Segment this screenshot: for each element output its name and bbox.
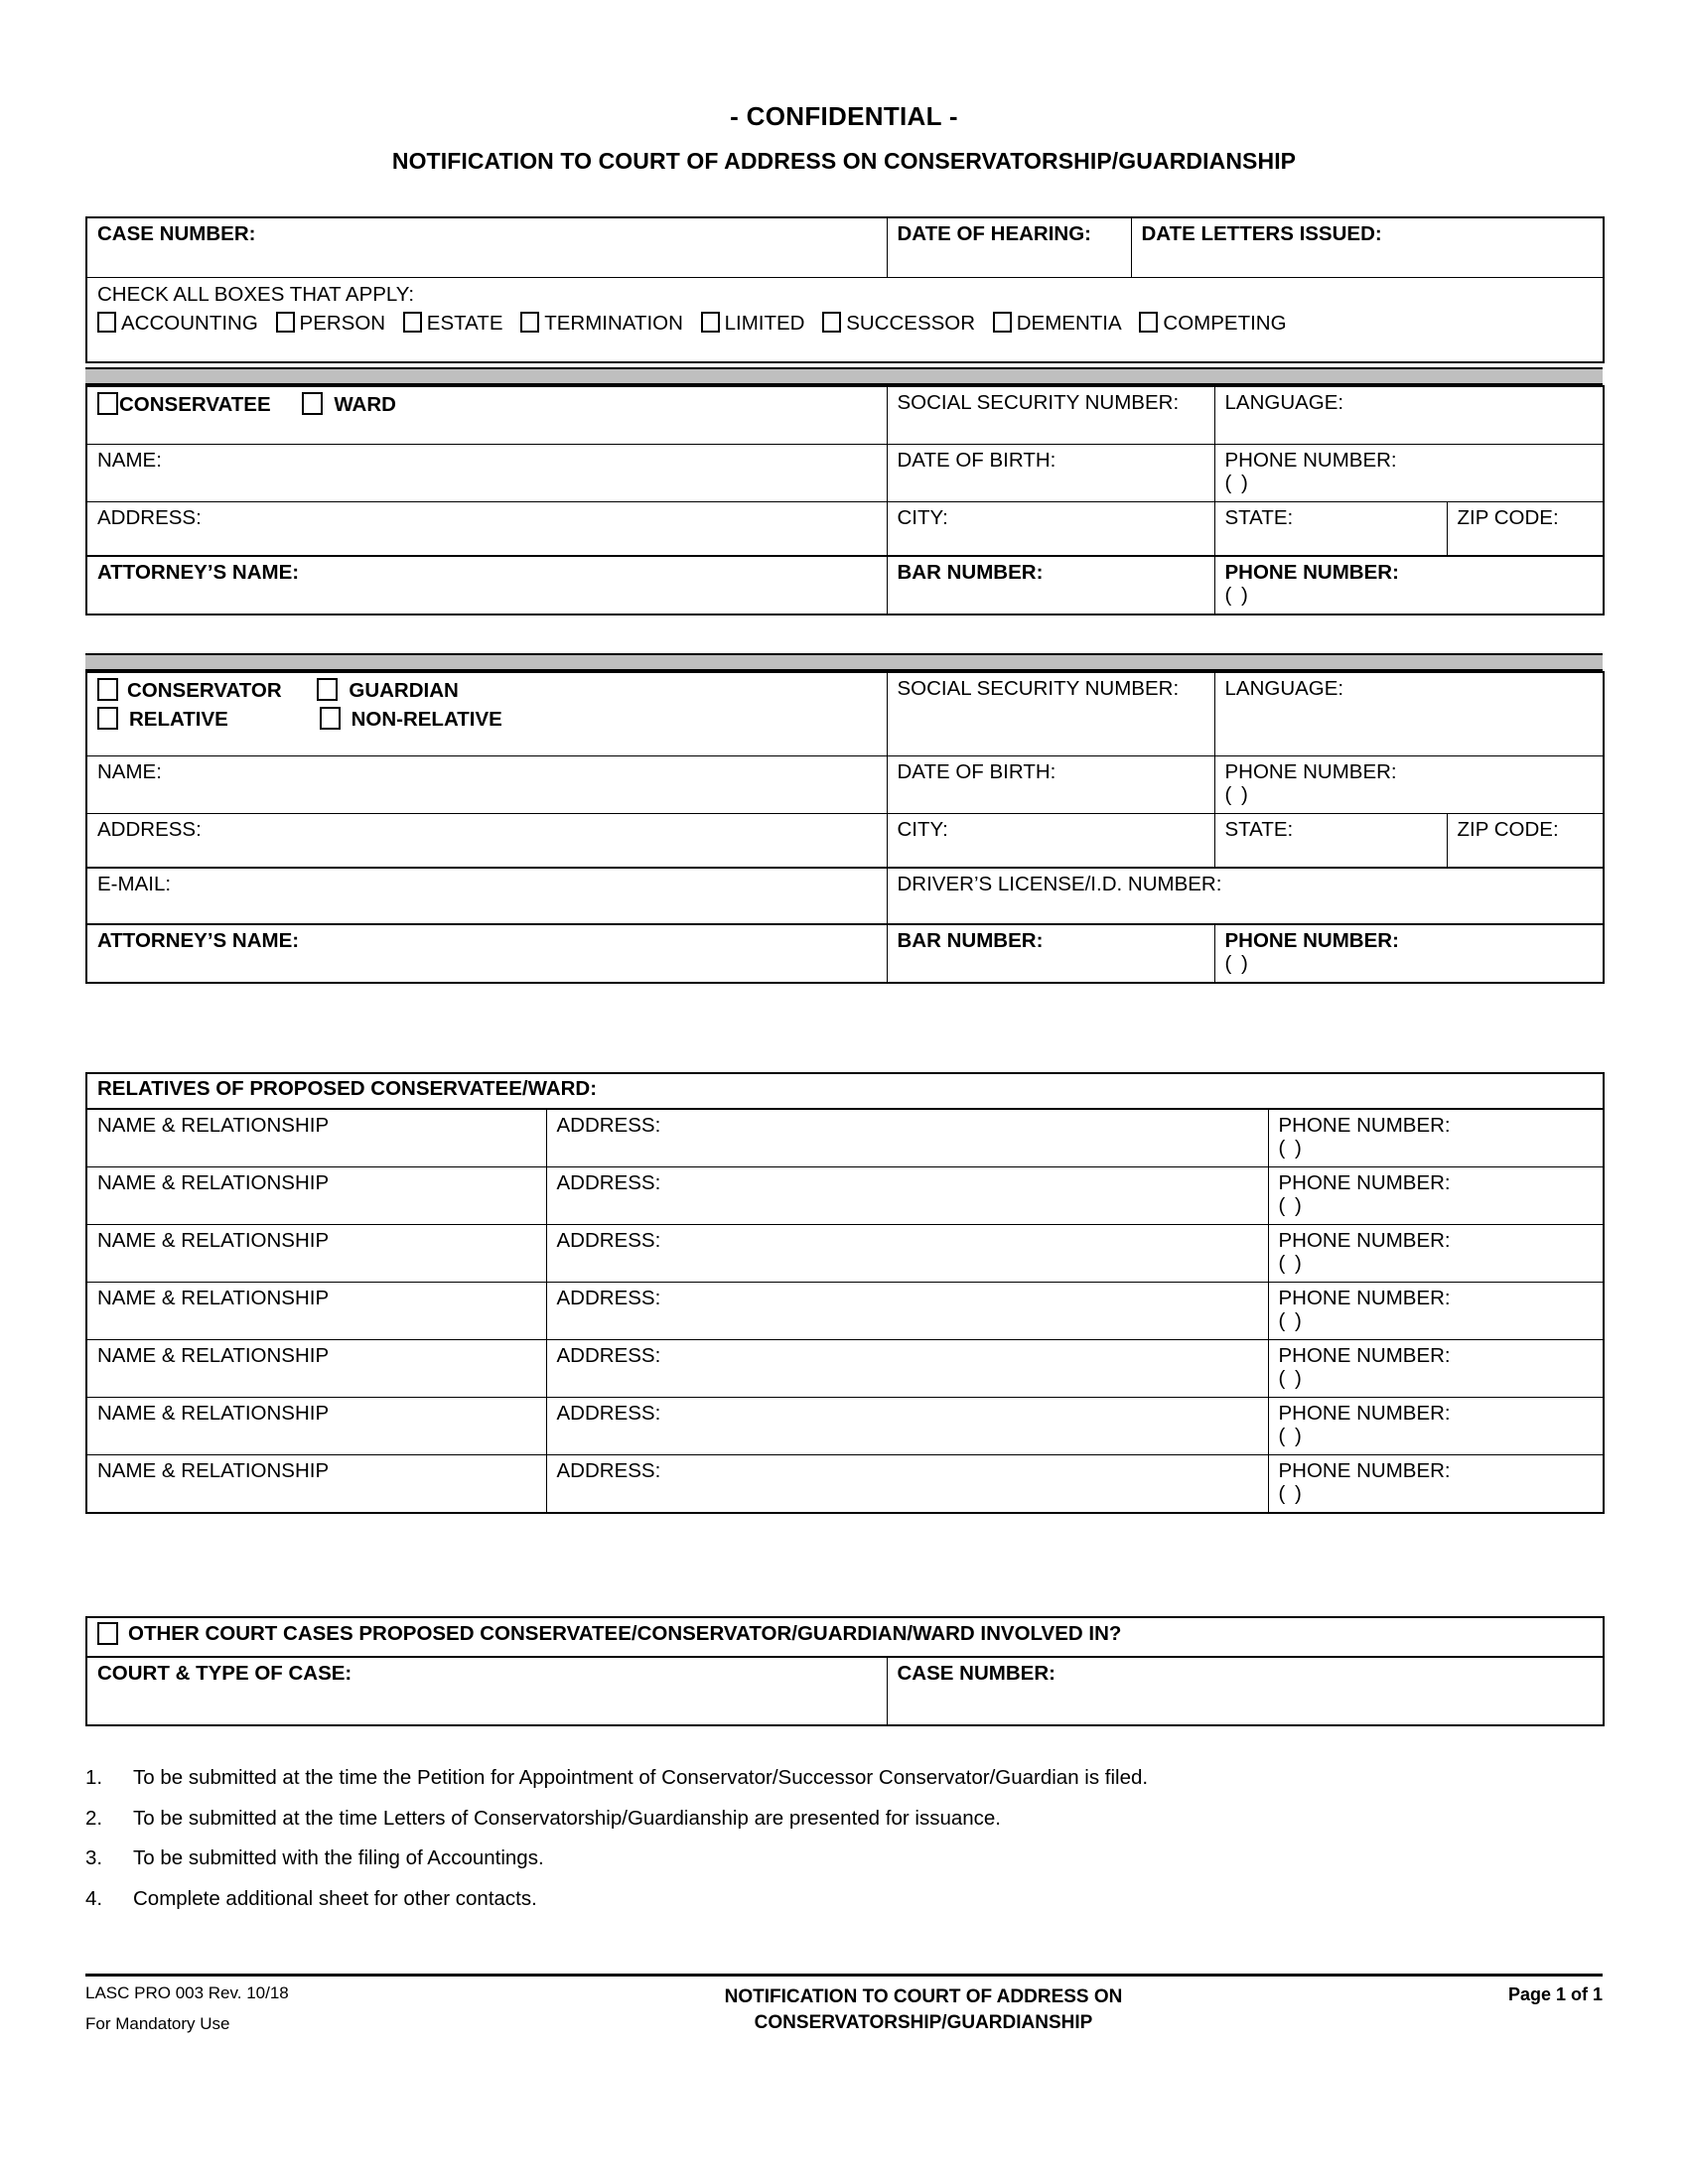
checkbox-icon[interactable]	[993, 312, 1012, 333]
date-letters-issued-cell[interactable]	[1131, 217, 1604, 278]
table-row	[86, 1109, 1604, 1167]
conservator-drivers-license-cell[interactable]	[887, 868, 1604, 924]
checkbox-icon[interactable]	[97, 1622, 118, 1645]
conservator-state-label: STATE:	[1224, 818, 1294, 841]
date-letters-issued-label: DATE LETTERS ISSUED:	[1141, 222, 1382, 245]
conservatee-type-cell	[86, 386, 887, 445]
relatives-heading-cell	[86, 1073, 1604, 1109]
relatives-table	[85, 1072, 1605, 1514]
check-all-row	[86, 278, 1604, 363]
conservatee-type-options	[97, 393, 408, 416]
relative-phone-label: PHONE NUMBER:	[1278, 1344, 1451, 1367]
conservator-bar-number-label: BAR NUMBER:	[897, 929, 1044, 952]
relative-phone-cell[interactable]	[1268, 1455, 1604, 1514]
checkbox-option-person[interactable]	[276, 312, 386, 336]
footer-title-line2: CONSERVATORSHIP/GUARDIANSHIP	[754, 2011, 1093, 2033]
checkbox-option-successor[interactable]	[822, 312, 975, 336]
conservatee-language-cell[interactable]	[1214, 386, 1604, 445]
note-text: To be submitted with the filing of Accountings.	[133, 1846, 544, 1869]
conservator-state-cell[interactable]	[1214, 814, 1447, 869]
table-row	[86, 1167, 1604, 1225]
checkbox-icon[interactable]	[822, 312, 841, 333]
conservatee-state-label: STATE:	[1224, 506, 1294, 529]
relatives-heading: RELATIVES OF PROPOSED CONSERVATEE/WARD:	[97, 1077, 598, 1100]
other-cases-question: OTHER COURT CASES PROPOSED CONSERVATEE/CONSERVATOR/GUARDIAN/WARD INVOLVED IN?	[128, 1622, 1122, 1645]
checkbox-option-guardian[interactable]	[317, 678, 458, 703]
phone-mask: ( )	[1278, 1424, 1304, 1447]
footer-title	[502, 1984, 1344, 2035]
table-row	[86, 1283, 1604, 1340]
conservatee-attorney-row	[86, 556, 1604, 614]
relative-name-label: NAME & RELATIONSHIP	[97, 1459, 330, 1482]
relative-address-label: ADDRESS:	[556, 1114, 661, 1137]
case-header-table	[85, 216, 1605, 363]
relative-name-label: NAME & RELATIONSHIP	[97, 1171, 330, 1194]
list-item	[85, 1886, 1575, 1910]
conservatee-zip-label: ZIP CODE:	[1457, 506, 1559, 529]
conservatee-address-label: ADDRESS:	[97, 506, 202, 529]
phone-mask: ( )	[1224, 951, 1250, 975]
conservator-attorney-phone-cell[interactable]	[1214, 924, 1604, 983]
relative-phone-label: PHONE NUMBER:	[1278, 1171, 1451, 1194]
checkbox-label: ESTATE	[426, 311, 503, 335]
checkbox-icon[interactable]	[403, 312, 422, 333]
conservatee-name-label: NAME:	[97, 449, 162, 472]
relative-name-label: NAME & RELATIONSHIP	[97, 1229, 330, 1252]
note-number: 1.	[85, 1766, 103, 1789]
relative-name-cell[interactable]	[86, 1455, 546, 1514]
conservator-name-row	[86, 756, 1604, 814]
case-number-cell[interactable]	[86, 217, 887, 278]
checkbox-icon[interactable]	[520, 312, 539, 333]
conservatee-attorney-name-label: ATTORNEY’S NAME:	[97, 561, 300, 584]
checkbox-icon[interactable]	[97, 707, 118, 730]
conservator-drivers-license-label: DRIVER’S LICENSE/I.D. NUMBER:	[897, 873, 1222, 895]
conservatee-attorney-phone-label: PHONE NUMBER:	[1224, 561, 1399, 584]
case-number-row	[86, 217, 1604, 278]
relative-address-cell[interactable]	[546, 1109, 1268, 1167]
checkbox-option-conservatee[interactable]	[97, 392, 271, 417]
conservator-email-row	[86, 868, 1604, 924]
phone-mask: ( )	[1224, 583, 1250, 607]
checkbox-icon[interactable]	[97, 312, 116, 333]
section-divider-band-conservatee	[85, 367, 1603, 385]
relative-name-cell[interactable]	[86, 1225, 546, 1283]
conservator-city-label: CITY:	[897, 818, 948, 841]
relative-address-label: ADDRESS:	[556, 1459, 661, 1482]
checkbox-option-competing[interactable]	[1139, 312, 1286, 336]
relative-phone-label: PHONE NUMBER:	[1278, 1287, 1451, 1309]
other-cases-fields-row	[86, 1657, 1604, 1725]
conservator-type-row	[86, 672, 1604, 756]
relative-address-label: ADDRESS:	[556, 1171, 661, 1194]
checkbox-option-limited[interactable]	[701, 312, 805, 336]
list-item	[85, 1768, 1575, 1789]
relative-name-cell[interactable]	[86, 1340, 546, 1398]
date-of-hearing-cell[interactable]	[887, 217, 1131, 278]
phone-mask: ( )	[1224, 471, 1250, 494]
relative-name-label: NAME & RELATIONSHIP	[97, 1402, 330, 1425]
note-text: To be submitted at the time the Petition for Appointment of Conservator/Successor Conservator/Guardian is filed.	[133, 1766, 1149, 1789]
checkbox-option-conservator[interactable]	[97, 678, 282, 703]
conservatee-language-label: LANGUAGE:	[1224, 391, 1344, 414]
instruction-notes	[85, 1768, 1575, 1929]
other-case-number-cell[interactable]	[887, 1657, 1604, 1725]
relative-address-label: ADDRESS:	[556, 1287, 661, 1309]
conservator-language-label: LANGUAGE:	[1224, 677, 1344, 700]
relative-phone-cell[interactable]	[1268, 1109, 1604, 1167]
conservator-phone-cell[interactable]	[1214, 756, 1604, 814]
conservator-language-cell[interactable]	[1214, 672, 1604, 756]
relative-phone-label: PHONE NUMBER:	[1278, 1114, 1451, 1137]
conservatee-dob-label: DATE OF BIRTH:	[897, 449, 1056, 472]
page-title: NOTIFICATION TO COURT OF ADDRESS ON CONSERVATORSHIP/GUARDIANSHIP	[391, 148, 1297, 174]
conservatee-city-cell[interactable]	[887, 502, 1214, 557]
relative-address-cell[interactable]	[546, 1340, 1268, 1398]
table-row	[86, 1225, 1604, 1283]
checkbox-option-non-relative[interactable]	[320, 707, 502, 732]
phone-mask: ( )	[1278, 1193, 1304, 1217]
checkbox-icon[interactable]	[1139, 312, 1158, 333]
table-row	[86, 1398, 1604, 1455]
phone-mask: ( )	[1278, 1136, 1304, 1160]
footer-page-number: Page 1 of 1	[1507, 1984, 1603, 2004]
relative-phone-label: PHONE NUMBER:	[1278, 1229, 1451, 1252]
conservator-table	[85, 671, 1605, 984]
conservator-email-label: E-MAIL:	[97, 873, 172, 895]
relatives-rows	[86, 1109, 1604, 1513]
conservator-attorney-name-cell[interactable]	[86, 924, 887, 983]
conservator-ssn-cell[interactable]	[887, 672, 1214, 756]
checkbox-icon[interactable]	[320, 707, 341, 730]
note-text: To be submitted at the time Letters of Conservatorship/Guardianship are presented for issuance.	[133, 1806, 1002, 1830]
conservator-dob-cell[interactable]	[887, 756, 1214, 814]
relative-address-label: ADDRESS:	[556, 1229, 661, 1252]
note-number: 2.	[85, 1806, 103, 1830]
checkbox-icon[interactable]	[302, 392, 323, 415]
relative-name-label: NAME & RELATIONSHIP	[97, 1287, 330, 1309]
page-footer	[85, 1984, 1603, 2035]
conservatee-phone-cell[interactable]	[1214, 445, 1604, 502]
conservatee-address-row	[86, 502, 1604, 557]
conservator-address-row	[86, 814, 1604, 869]
relatives-heading-row	[86, 1073, 1604, 1109]
conservatee-ssn-label: SOCIAL SECURITY NUMBER:	[897, 391, 1180, 414]
conservator-attorney-row	[86, 924, 1604, 983]
conservatee-phone-label: PHONE NUMBER:	[1224, 449, 1397, 472]
conservatee-attorney-phone-cell[interactable]	[1214, 556, 1604, 614]
conservator-ssn-label: SOCIAL SECURITY NUMBER:	[897, 677, 1180, 700]
relative-name-label: NAME & RELATIONSHIP	[97, 1114, 330, 1137]
court-type-of-case-label: COURT & TYPE OF CASE:	[97, 1662, 352, 1685]
table-row	[86, 1455, 1604, 1514]
relative-name-label: NAME & RELATIONSHIP	[97, 1344, 330, 1367]
conservatee-type-row	[86, 386, 1604, 445]
note-number: 4.	[85, 1886, 103, 1910]
relative-phone-cell[interactable]	[1268, 1340, 1604, 1398]
phone-mask: ( )	[1224, 782, 1250, 806]
checkbox-icon[interactable]	[97, 392, 118, 415]
checkbox-option-dementia[interactable]	[993, 312, 1122, 336]
checkbox-label: PERSON	[299, 311, 386, 335]
conservator-type-cell	[86, 672, 887, 756]
checkbox-option-estate[interactable]	[403, 312, 503, 336]
confidential-label: - CONFIDENTIAL -	[730, 101, 958, 131]
relative-address-cell[interactable]	[546, 1283, 1268, 1340]
other-cases-question-cell	[86, 1617, 1604, 1657]
conservator-attorney-name-label: ATTORNEY’S NAME:	[97, 929, 300, 952]
conservatee-table	[85, 385, 1605, 615]
checkbox-option-termination[interactable]	[520, 312, 683, 336]
relative-name-cell[interactable]	[86, 1167, 546, 1225]
other-cases-question-row	[86, 1617, 1604, 1657]
relative-phone-label: PHONE NUMBER:	[1278, 1459, 1451, 1482]
checkbox-icon[interactable]	[276, 312, 295, 333]
list-item	[85, 1848, 1575, 1869]
conservator-address-cell[interactable]	[86, 814, 887, 869]
conservator-zip-cell[interactable]	[1447, 814, 1604, 869]
checkbox-label: SUCCESSOR	[846, 311, 976, 335]
conservator-email-cell[interactable]	[86, 868, 887, 924]
conservatee-dob-cell[interactable]	[887, 445, 1214, 502]
relative-address-label: ADDRESS:	[556, 1344, 661, 1367]
note-number: 3.	[85, 1846, 103, 1869]
conservator-zip-label: ZIP CODE:	[1457, 818, 1559, 841]
conservator-phone-label: PHONE NUMBER:	[1224, 760, 1397, 783]
conservator-attorney-phone-label: PHONE NUMBER:	[1224, 929, 1399, 952]
section-divider-band-conservator	[85, 653, 1603, 671]
conservatee-state-cell[interactable]	[1214, 502, 1447, 557]
checkbox-icon[interactable]	[701, 312, 720, 333]
conservator-name-cell[interactable]	[86, 756, 887, 814]
conservatee-name-cell[interactable]	[86, 445, 887, 502]
checkbox-label: GUARDIAN	[349, 679, 459, 702]
list-item	[85, 1806, 1575, 1830]
other-cases-table	[85, 1616, 1605, 1726]
conservatee-attorney-name-cell[interactable]	[86, 556, 887, 614]
conservatee-bar-number-label: BAR NUMBER:	[897, 561, 1044, 584]
relative-address-cell[interactable]	[546, 1455, 1268, 1514]
checkbox-option-relative[interactable]	[97, 707, 228, 732]
conservator-address-label: ADDRESS:	[97, 818, 202, 841]
checkbox-option-accounting[interactable]	[97, 312, 258, 336]
checkbox-label: DEMENTIA	[1016, 311, 1122, 335]
checkbox-label: LIMITED	[724, 311, 805, 335]
conservator-bar-number-cell[interactable]	[887, 924, 1214, 983]
footer-form-info	[85, 1984, 502, 2032]
conservatee-name-row	[86, 445, 1604, 502]
checkbox-label: CONSERVATEE	[119, 393, 271, 416]
relative-phone-label: PHONE NUMBER:	[1278, 1402, 1451, 1425]
check-all-prompt: CHECK ALL BOXES THAT APPLY:	[97, 283, 415, 306]
checkbox-label: TERMINATION	[544, 311, 683, 335]
note-text: Complete additional sheet for other contacts.	[133, 1886, 537, 1910]
conservator-name-label: NAME:	[97, 760, 162, 783]
conservatee-bar-number-cell[interactable]	[887, 556, 1214, 614]
relative-name-cell[interactable]	[86, 1283, 546, 1340]
relative-phone-cell[interactable]	[1268, 1167, 1604, 1225]
page-title-block	[0, 103, 1688, 173]
checkbox-label: RELATIVE	[129, 707, 228, 731]
check-all-cell	[86, 278, 1604, 363]
relative-phone-cell[interactable]	[1268, 1225, 1604, 1283]
relative-name-cell[interactable]	[86, 1109, 546, 1167]
phone-mask: ( )	[1278, 1251, 1304, 1275]
conservator-type-row1	[97, 678, 887, 703]
relative-address-label: ADDRESS:	[556, 1402, 661, 1425]
date-of-hearing-label: DATE OF HEARING:	[897, 222, 1092, 245]
relative-address-cell[interactable]	[546, 1398, 1268, 1455]
conservator-city-cell[interactable]	[887, 814, 1214, 869]
checkbox-label: NON-RELATIVE	[351, 707, 502, 731]
phone-mask: ( )	[1278, 1481, 1304, 1505]
footer-divider	[85, 1974, 1603, 1977]
relative-address-cell[interactable]	[546, 1225, 1268, 1283]
footer-mandatory-use: For Mandatory Use	[85, 2014, 230, 2033]
footer-form-id: LASC PRO 003 Rev. 10/18	[85, 1983, 289, 2002]
checkbox-icon[interactable]	[317, 678, 338, 701]
other-case-number-label: CASE NUMBER:	[897, 1662, 1055, 1685]
case-number-label: CASE NUMBER:	[97, 222, 256, 245]
checkbox-label: WARD	[334, 393, 396, 416]
conservatee-address-cell[interactable]	[86, 502, 887, 557]
relative-phone-cell[interactable]	[1268, 1398, 1604, 1455]
conservatee-ssn-cell[interactable]	[887, 386, 1214, 445]
relative-name-cell[interactable]	[86, 1398, 546, 1455]
checkbox-label: COMPETING	[1163, 311, 1287, 335]
checkbox-icon[interactable]	[97, 678, 118, 701]
phone-mask: ( )	[1278, 1308, 1304, 1332]
relative-phone-cell[interactable]	[1268, 1283, 1604, 1340]
conservator-dob-label: DATE OF BIRTH:	[897, 760, 1056, 783]
conservatee-zip-cell[interactable]	[1447, 502, 1604, 557]
court-type-of-case-cell[interactable]	[86, 1657, 887, 1725]
checkbox-label: ACCOUNTING	[121, 311, 258, 335]
table-row	[86, 1340, 1604, 1398]
phone-mask: ( )	[1278, 1366, 1304, 1390]
footer-title-line1: NOTIFICATION TO COURT OF ADDRESS ON	[724, 1986, 1123, 2007]
check-all-options	[97, 312, 1603, 336]
checkbox-option-ward[interactable]	[302, 392, 396, 417]
checkbox-label: CONSERVATOR	[127, 679, 282, 702]
relative-address-cell[interactable]	[546, 1167, 1268, 1225]
conservator-type-row2	[97, 707, 887, 732]
conservatee-city-label: CITY:	[897, 506, 948, 529]
